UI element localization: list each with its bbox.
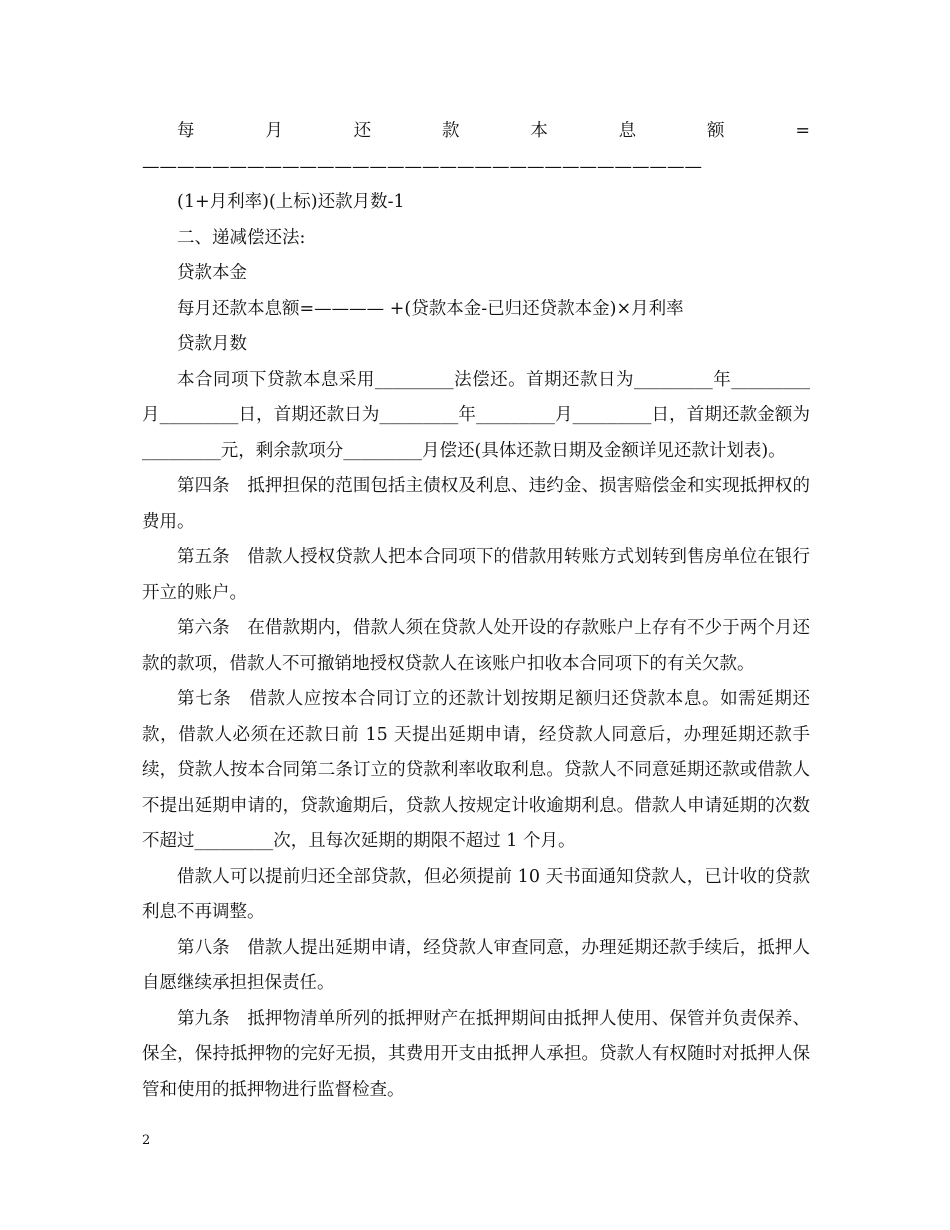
article-8: 第八条 借款人提出延期申请，经贷款人审查同意，办理延期还款手续后，抵押人自愿继续承担担保责任。 [142,937,810,993]
section-heading-decreasing-method: 二、递减偿还法: [177,227,306,248]
formula-equal-installment-denominator: (1+月利率)(上标)还款月数-1 [177,192,405,212]
repayment-schedule-paragraph: 本合同项下贷款本息采用_________法偿还。首期还款日为_________年_________月_________日，首期还款日为_________年_________月_________日，首期还款金额为_________元，剩余款项分_________月偿还(具体还款日期及金额详见还款计划表)。 [142,369,810,461]
formula-equal-installment-top: 每月还款本息额=———————————————————————————————— [142,121,810,177]
page-number: 2 [142,1133,151,1148]
article-4: 第四条 抵押担保的范围包括主债权及利息、违约金、损害赔偿金和实现抵押权的费用。 [142,476,810,532]
document-body [142,114,810,1108]
formula-decreasing-numerator: 贷款本金 [177,263,247,283]
article-6: 第六条 在借款期内，借款人须在贷款人处开设的存款账户上存有不少于两个月还款的款项，借款人不可撤销地授权贷款人在该账户扣收本合同项下的有关欠款。 [142,618,810,674]
early-repayment-paragraph: 借款人可以提前归还全部贷款，但必须提前 10 天书面通知贷款人，已计收的贷款利息不再调整。 [142,866,810,922]
article-5: 第五条 借款人授权贷款人把本合同项下的借款用转账方式划转到售房单位在银行开立的账户。 [142,547,810,603]
formula-decreasing-denominator: 贷款月数 [177,334,247,354]
article-7: 第七条 借款人应按本合同订立的还款计划按期足额归还贷款本息。如需延期还款，借款人必须在还款日前 15 天提出延期申请，经贷款人同意后，办理延期还款手续，贷款人按本合同第二条订立的贷款利率收取利息。贷款人不同意延期还款或借款人不提出延期申请的，贷款逾期后，贷款人按规定计收逾期利息。借款人申请延期的次数不超过_________次，且每次延期的期限不超过 1 个月。 [142,689,810,851]
formula-decreasing-main: 每月还款本息额=———— +(贷款本金-已归还贷款本金)×月利率 [177,298,684,319]
article-9: 第九条 抵押物清单所列的抵押财产在抵押期间由抵押人使用、保管并负责保养、保全，保持抵押物的完好无损，其费用开支由抵押人承担。贷款人有权随时对抵押人保管和使用的抵押物进行监督检查。 [142,1008,810,1100]
